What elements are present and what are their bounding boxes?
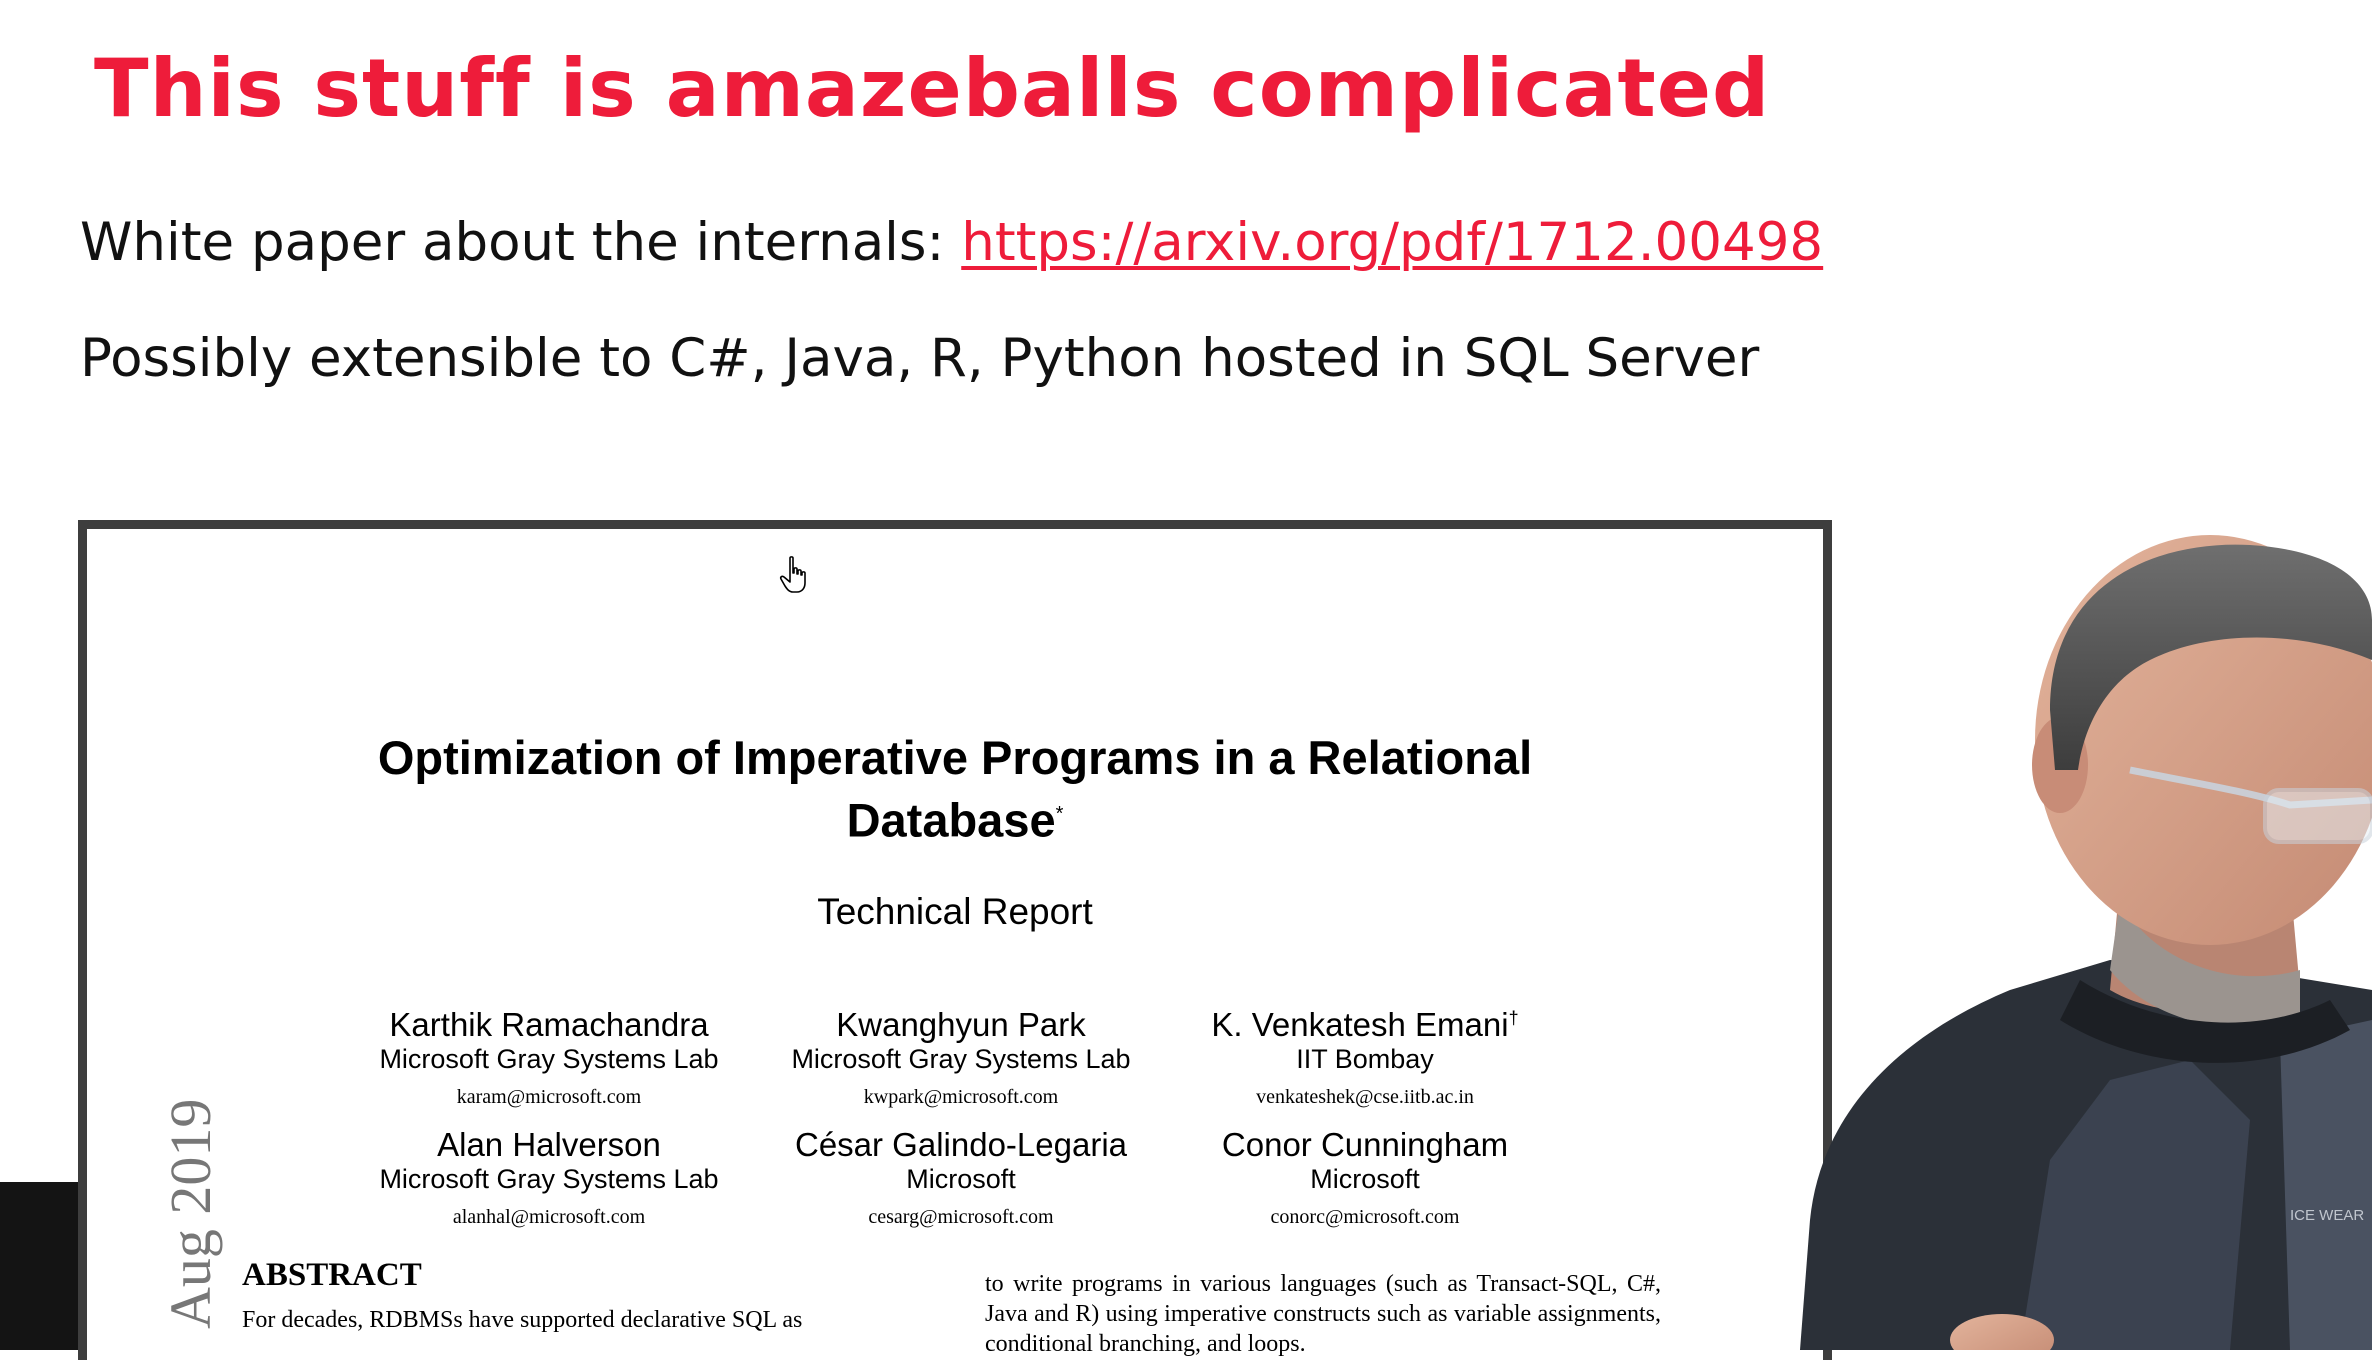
paper-title (87, 729, 1823, 849)
arxiv-date-stamp: Aug 2019 (158, 1098, 223, 1329)
paper-title-line1: Optimization of Imperative Programs in a Relational (377, 731, 1533, 784)
author-affiliation: Microsoft (906, 1164, 1016, 1194)
hand-cursor-icon (779, 555, 809, 595)
author-email: conorc@microsoft.com (1270, 1206, 1460, 1228)
title-footnote-mark: * (1055, 803, 1064, 825)
abstract-text-left: For decades, RDBMSs have supported declarative SQL as (242, 1307, 803, 1333)
abstract-heading: ABSTRACT (242, 1257, 422, 1293)
author-email: kwpark@microsoft.com (863, 1086, 1059, 1108)
author-email: karam@microsoft.com (456, 1086, 642, 1108)
author-block (1115, 999, 1615, 1109)
shirt-logo: ICE WEAR (2290, 1207, 2365, 1224)
author-block (1115, 1119, 1615, 1229)
whitepaper-bullet (80, 212, 1823, 273)
whitepaper-link[interactable]: https://arxiv.org/pdf/1712.00498 (961, 212, 1824, 273)
author-name: César Galindo-Legaria (794, 1126, 1127, 1163)
author-email: cesarg@microsoft.com (868, 1206, 1054, 1228)
author-name: K. Venkatesh Emani† (1211, 1006, 1519, 1043)
speaker-image (1690, 520, 2372, 1350)
author-name: Conor Cunningham (1221, 1126, 1509, 1163)
author-affiliation: Microsoft Gray Systems Lab (379, 1164, 719, 1194)
speaker-webcam (1690, 520, 2372, 1350)
author-affiliation: Microsoft (1310, 1164, 1420, 1194)
abstract-text-right: to write programs in various languages (such as Transact-SQL, C#, Java and R) using imperative constructs such as variable assignments, conditional branching, and loops. (985, 1271, 1661, 1357)
author-affiliation: IIT Bombay (1296, 1044, 1434, 1074)
whitepaper-label: White paper about the internals: (80, 212, 962, 273)
author-affiliation: Microsoft Gray Systems Lab (791, 1044, 1131, 1074)
author-affiliation: Microsoft Gray Systems Lab (379, 1044, 719, 1074)
author-email: venkateshek@cse.iitb.ac.in (1256, 1086, 1474, 1108)
author-name: Kwanghyun Park (836, 1006, 1086, 1043)
paper-subtitle: Technical Report (817, 891, 1093, 932)
slide-title: This stuff is amazeballs complicated (94, 42, 1771, 135)
author-name: Karthik Ramachandra (389, 1006, 709, 1043)
extensibility-bullet: Possibly extensible to C#, Java, R, Python hosted in SQL Server (80, 328, 1760, 389)
author-email: alanhal@microsoft.com (452, 1206, 646, 1228)
paper-title-line2: Database* (846, 793, 1064, 847)
paper-screenshot (78, 520, 1832, 1360)
author-name: Alan Halverson (437, 1126, 661, 1163)
webcam-edge (0, 1182, 78, 1350)
